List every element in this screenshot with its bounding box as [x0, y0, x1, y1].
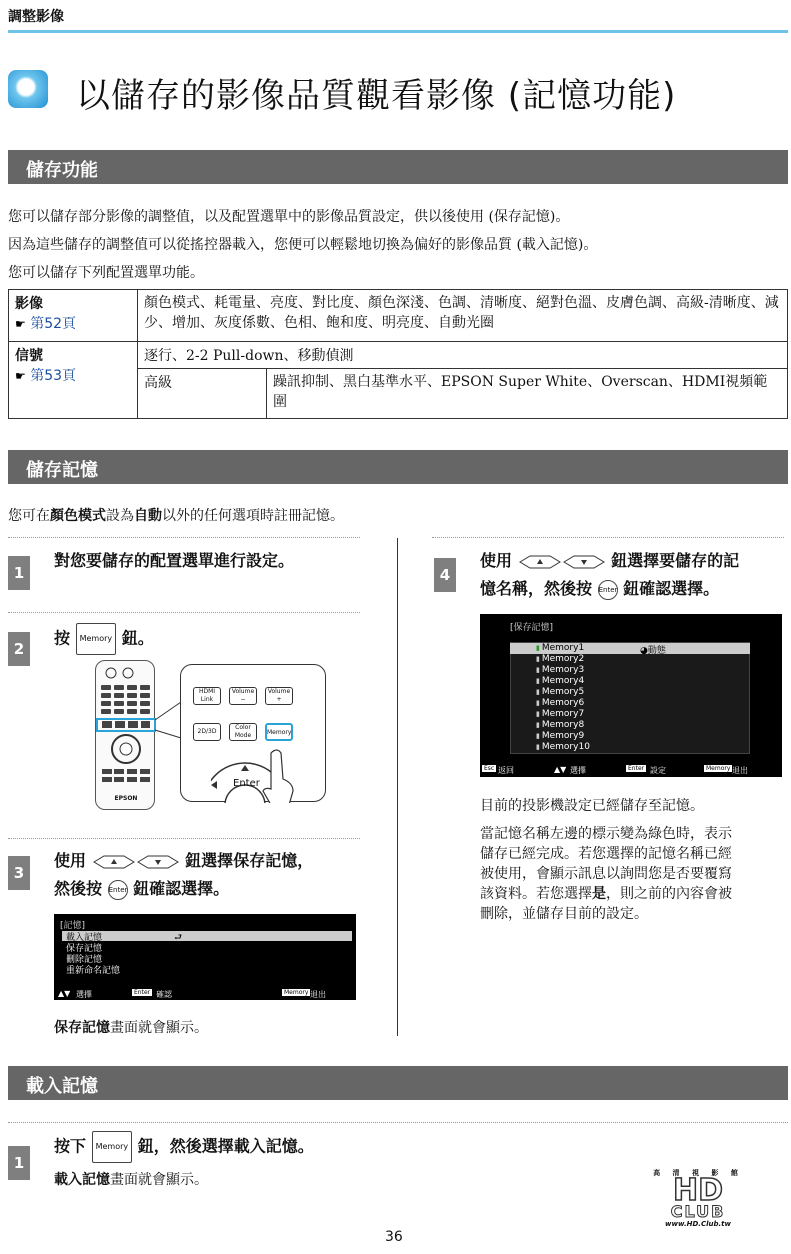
- step-number: 2: [8, 632, 30, 666]
- memory-slot-item[interactable]: ▮ Memory3: [536, 665, 585, 675]
- help-select: 選擇: [570, 766, 586, 775]
- step-number: 1: [8, 556, 30, 590]
- menu-item-rename[interactable]: 重新命名記憶: [66, 966, 121, 976]
- table-row: [9, 290, 788, 342]
- step-4-line-2: 憶名稱，然後按 Enter 鈕確認選擇。: [480, 579, 720, 598]
- page-number: 36: [385, 1229, 403, 1245]
- step-number: 4: [434, 558, 456, 592]
- dotted-divider: [8, 838, 360, 839]
- memory-slot-marker-icon: ▮: [536, 677, 540, 685]
- direction-pad-icon: [211, 743, 321, 803]
- memory-slot-item[interactable]: ▮ Memory1: [536, 643, 585, 653]
- save-memory-help-bar: [480, 764, 782, 777]
- volume-plus-key: Volume +: [265, 687, 293, 705]
- color-mode-key: Color Mode: [229, 723, 257, 741]
- enter-button-icon: Enter: [108, 880, 128, 900]
- memory-slot-marker-icon: ▮: [536, 688, 540, 696]
- table-row-label: [9, 342, 138, 419]
- row-content-image: 顏色模式、耗電量、亮度、對比度、顏色深淺、色調、清晰度、絕對色溫、皮膚色調、高級-清晰度、減少、增加、灰度係數、色相、飽和度、明亮度、自動光圈: [138, 290, 788, 342]
- savable-features-table: [8, 289, 788, 419]
- dotted-divider: [8, 1122, 788, 1123]
- pointing-hand-icon: ☛: [15, 317, 26, 331]
- logo-url-text: www.HD.Club.tw: [665, 1220, 731, 1228]
- section-heading-save-function: 儲存功能: [8, 150, 788, 184]
- hd-club-watermark-logo: [652, 1168, 744, 1232]
- menu-item-load[interactable]: 載入記憶: [66, 933, 103, 943]
- memory-key-icon: Memory: [706, 765, 731, 772]
- memory-slot-marker-icon: ▮: [536, 644, 540, 652]
- up-arrow-button-icon: [92, 854, 136, 870]
- save-memory-screen: [480, 614, 782, 764]
- menu-item-delete[interactable]: 刪除記憶: [66, 955, 103, 965]
- updown-key-icon: ▲▼: [58, 989, 71, 998]
- row-label-image: 影像: [15, 296, 43, 312]
- help-select: 選擇: [76, 990, 92, 999]
- table-row-label: [9, 290, 138, 342]
- logo-sub-text: CLUB: [670, 1202, 726, 1221]
- return-icon: ⮐: [174, 933, 183, 943]
- menu-item-save[interactable]: 保存記憶: [66, 944, 103, 954]
- intro-para-2: 因為這些儲存的調整值可以從搖控器載入，您便可以輕鬆地切換為偏好的影像品質 (載入記憶)。: [8, 237, 598, 253]
- step-3-line-1: 使用 鈕選擇保存記憶，: [54, 851, 314, 870]
- down-arrow-button-icon: [562, 554, 606, 570]
- enter-key-icon: Enter: [134, 989, 151, 996]
- memory-slot-marker-icon: ▮: [536, 655, 540, 663]
- memory-menu-screen: [54, 914, 356, 988]
- dotted-divider: [8, 612, 360, 613]
- step-number: 3: [8, 856, 30, 890]
- up-arrow-button-icon: [518, 554, 562, 570]
- menu-title: [記憶]: [60, 921, 86, 931]
- enter-key-icon: Enter: [628, 765, 645, 772]
- step-3-line-2: 然後按 Enter 鈕確認選擇。: [54, 879, 230, 898]
- memory-slot-item[interactable]: ▮ Memory10: [536, 742, 590, 752]
- help-exit: 退出: [310, 990, 326, 999]
- memory-status: ◕動態: [640, 646, 666, 656]
- menu-title: [保存記憶]: [510, 623, 554, 633]
- 2d3d-key: 2D/3D: [193, 723, 221, 741]
- remote-zoom-illustration: [180, 664, 326, 802]
- page-reference-link[interactable]: 第53頁: [30, 368, 77, 384]
- memory-slot-marker-icon: ▮: [536, 721, 540, 729]
- memory-slot-marker-icon: ▮: [536, 699, 540, 707]
- hdmi-link-key: HDMI Link: [193, 687, 221, 705]
- step-4-result: 目前的投影機設定已經儲存至記憶。: [480, 798, 704, 814]
- row-sub-label-advanced: 高級: [138, 369, 267, 419]
- memory-slot-item[interactable]: ▮ Memory5: [536, 687, 585, 697]
- section-heading-save-memory: 儲存記憶: [8, 450, 788, 484]
- help-back: 返回: [498, 766, 514, 775]
- step-number: 1: [8, 1146, 30, 1180]
- dotted-divider: [8, 537, 360, 538]
- logo-top-text: 高 清 視 影 館: [653, 1169, 743, 1177]
- memory-key-highlighted: Memory: [265, 723, 293, 741]
- memory-button-icon: Memory: [92, 1131, 133, 1163]
- load-step-1-text: 按下 Memory 鈕，然後選擇載入記憶。: [54, 1131, 314, 1163]
- header-rule: [8, 30, 788, 33]
- intro-para-3: 您可以儲存下列配置選單功能。: [8, 265, 204, 281]
- section-heading-load-memory: 載入記憶: [8, 1066, 788, 1100]
- zoom-connector: [153, 700, 183, 740]
- memory-button-icon: Memory: [76, 623, 117, 655]
- help-exit: 退出: [732, 766, 748, 775]
- menu-highlight: [62, 931, 352, 941]
- column-divider: [397, 538, 398, 1036]
- enter-button-icon: Enter: [598, 580, 618, 600]
- updown-key-icon: ▲▼: [554, 765, 567, 774]
- help-confirm: 確認: [156, 990, 172, 999]
- page-reference-link[interactable]: 第52頁: [30, 316, 77, 332]
- remote-control-illustration: [95, 660, 155, 810]
- memory-slot-item[interactable]: ▮ Memory8: [536, 720, 585, 730]
- title-bullet-icon: [8, 70, 48, 108]
- memory-slot-marker-icon: ▮: [536, 732, 540, 740]
- row-label-signal: 信號: [15, 348, 43, 364]
- dotted-divider: [432, 537, 784, 538]
- memory-slot-item[interactable]: ▮ Memory6: [536, 698, 585, 708]
- memory-slot-item[interactable]: ▮ Memory2: [536, 654, 585, 664]
- memory-slot-marker-icon: ▮: [536, 666, 540, 674]
- memory-slot-marker-icon: ▮: [536, 710, 540, 718]
- load-step-caption: 載入記憶畫面就會顯示。: [54, 1172, 208, 1188]
- memory-slot-item[interactable]: ▮ Memory9: [536, 731, 585, 741]
- row-content-signal: 逐行、2-2 Pull-down、移動偵測: [138, 342, 788, 369]
- pointing-hand-icon: ☛: [15, 369, 26, 383]
- remote-brand: EPSON: [114, 795, 138, 802]
- step-3-caption: 保存記憶畫面就會顯示。: [54, 1020, 208, 1036]
- step-2-text: 按 Memory 鈕。: [54, 623, 154, 655]
- running-header: 調整影像: [8, 9, 64, 25]
- memory-slot-marker-icon: ▮: [536, 743, 540, 751]
- page-title: 以儲存的影像品質觀看影像 (記憶功能): [76, 76, 677, 116]
- enter-key-label: Enter: [233, 778, 260, 789]
- esc-key-icon: Esc: [484, 765, 495, 772]
- volume-minus-key: Volume −: [229, 687, 257, 705]
- table-row: [9, 342, 788, 369]
- step-1-text: 對您要儲存的配置選單進行設定。: [54, 551, 295, 570]
- help-set: 設定: [650, 766, 666, 775]
- memory-menu-help-bar: [54, 988, 356, 1000]
- status-icon: ◕: [640, 646, 648, 656]
- step-4-line-1: 使用 鈕選擇要儲存的記: [480, 551, 740, 570]
- memory-slot-item[interactable]: ▮ Memory4: [536, 676, 585, 686]
- logo-main-text: HD: [672, 1173, 723, 1208]
- save-memory-intro: 您可在顏色模式設為自動以外的任何選項時註冊記憶。: [8, 508, 344, 524]
- memory-key-icon: Memory: [284, 989, 309, 996]
- memory-slot-item[interactable]: ▮ Memory7: [536, 709, 585, 719]
- down-arrow-button-icon: [136, 854, 180, 870]
- step-4-note: 當記憶名稱左邊的標示變為綠色時，表示 儲存已經完成。若您選擇的記憶名稱已經 被使用，會顯示訊息以詢問您是否要覆寫 該資料。若您選擇是，則之前的內容會被 刪除，並儲存目前的設定。: [480, 826, 732, 922]
- row-sub-content-advanced: 躁訊抑制、黑白基準水平、EPSON Super White、Overscan、HDMI視頻範圍: [267, 369, 788, 419]
- intro-para-1: 您可以儲存部分影像的調整值，以及配置選單中的影像品質設定，供以後使用 (保存記憶)。: [8, 209, 570, 225]
